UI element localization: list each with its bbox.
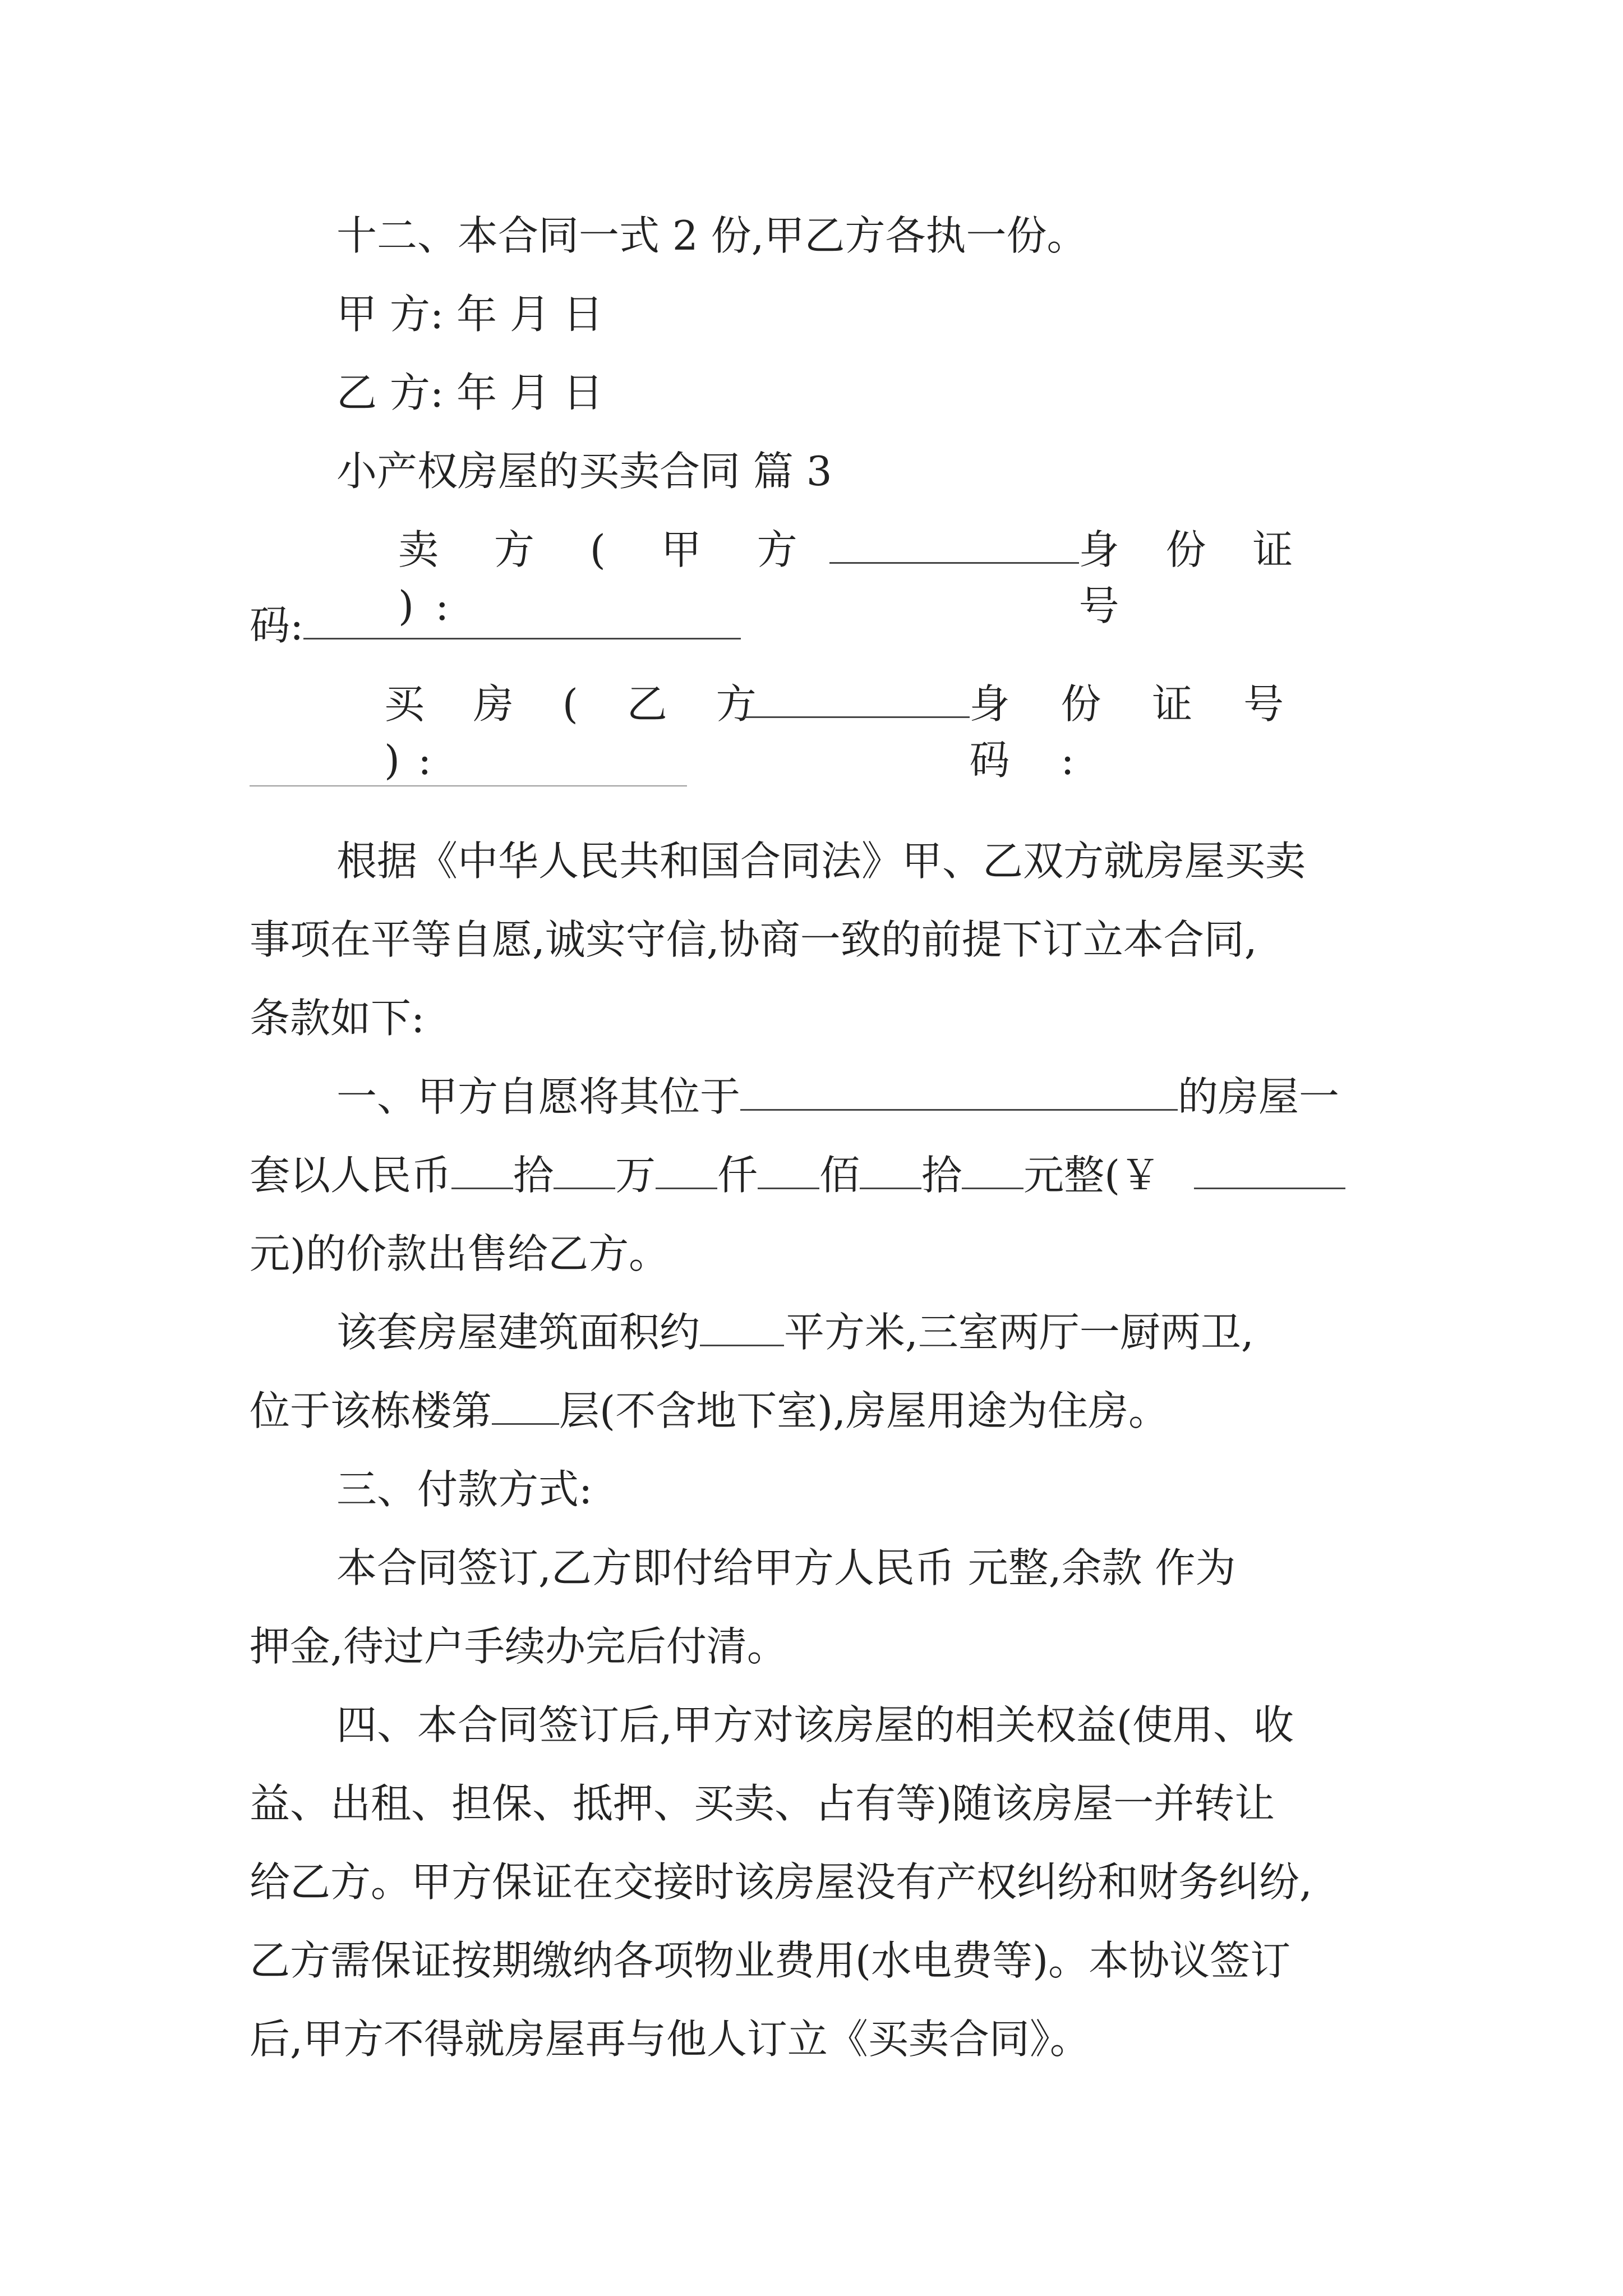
unit-shi-1: 拾 (513, 1152, 554, 1199)
preamble-line-2: 事项在平等自愿,诚实守信,协商一致的前提下订立本合同, (250, 916, 1257, 963)
seller-id-tail: 码: (250, 602, 304, 649)
seller-name-blank (829, 525, 1079, 564)
buyer-name-blank (744, 679, 970, 718)
clause-three-heading: 三、付款方式: (336, 1466, 593, 1513)
party-a-date-line: 甲 方: 年 月 日 (336, 291, 603, 338)
area-blank (700, 1308, 784, 1346)
clause-four-line-5: 后,甲方不得就房屋再与他人订立《买卖合同》。 (250, 2016, 1090, 2063)
party-b-date-line: 乙 方: 年 月 日 (336, 369, 603, 416)
preamble-line-3: 条款如下: (250, 995, 425, 1042)
price-blank-6 (962, 1151, 1023, 1189)
unit-yuan: 元整(￥ (1023, 1152, 1161, 1199)
area-text-tail: 平方米,三室两厅一厨两卫, (784, 1309, 1254, 1356)
clause-four-line-4: 乙方需保证按期缴纳各项物业费用(水电费等)。本协议签订 (250, 1937, 1291, 1984)
unit-wan: 万 (615, 1152, 656, 1199)
price-blank-5 (860, 1151, 921, 1189)
clause-four-line-1: 四、本合同签订后,甲方对该房屋的相关权益(使用、收 (336, 1701, 1294, 1749)
area-text: 该套房屋建筑面积约 (336, 1309, 700, 1356)
price-blank-3 (656, 1151, 717, 1189)
buyer-id-blank (250, 785, 687, 786)
buyer-line (384, 676, 1388, 788)
floor-text: 位于该栋楼第 (250, 1387, 492, 1434)
floor-text-tail: 层(不含地下室),房屋用途为住房。 (559, 1387, 1169, 1434)
payment-line-1: 本合同签订,乙方即付给甲方人民币 元整,余款 作为 (336, 1544, 1236, 1591)
section-heading: 小产权房屋的买卖合同 篇 3 (336, 448, 832, 495)
price-blank-4 (758, 1151, 819, 1189)
clause-one-text-tail: 的房屋一 (1178, 1073, 1340, 1120)
clause-one-line-2 (0, 1147, 1623, 1203)
area-line (0, 1304, 1623, 1360)
clause-one-line-3: 元)的价款出售给乙方。 (250, 1230, 670, 1277)
payment-line-2: 押金,待过户手续办完后付清。 (250, 1623, 787, 1670)
preamble-line-1: 根据《中华人民共和国合同法》甲、乙双方就房屋买卖 (336, 838, 1306, 885)
price-blank-2 (554, 1151, 615, 1189)
seller-id-blank (303, 601, 741, 639)
seller-label: 卖 方 ( 甲 方 ): (398, 526, 819, 629)
clause-one-line-1 (0, 1069, 1623, 1125)
buyer-label: 买 房 ( 乙 方 ): (384, 680, 774, 784)
floor-line (0, 1383, 1623, 1439)
unit-qian: 仟 (717, 1152, 758, 1199)
price-label: 套以人民币 (250, 1152, 452, 1199)
clause-four-line-2: 益、出租、担保、抵押、买卖、占有等)随该房屋一并转让 (250, 1780, 1275, 1827)
seller-id-label: 身 份 证 号 (1078, 526, 1310, 629)
unit-bai: 佰 (819, 1152, 860, 1199)
buyer-id-label: 身 份 证 号 码 : (969, 680, 1303, 784)
clause-one-text: 一、甲方自愿将其位于 (336, 1073, 741, 1120)
unit-shi-2: 拾 (921, 1152, 962, 1199)
seller-id-line (0, 597, 1623, 654)
location-blank (740, 1072, 1178, 1111)
floor-blank (492, 1386, 559, 1425)
price-amount-blank (1194, 1151, 1345, 1189)
price-blank-1 (451, 1151, 513, 1189)
clause-twelve: 十二、本合同一式 2 份,甲乙方各执一份。 (336, 212, 1087, 259)
clause-four-line-3: 给乙方。甲方保证在交接时该房屋没有产权纠纷和财务纠纷, (250, 1858, 1312, 1906)
